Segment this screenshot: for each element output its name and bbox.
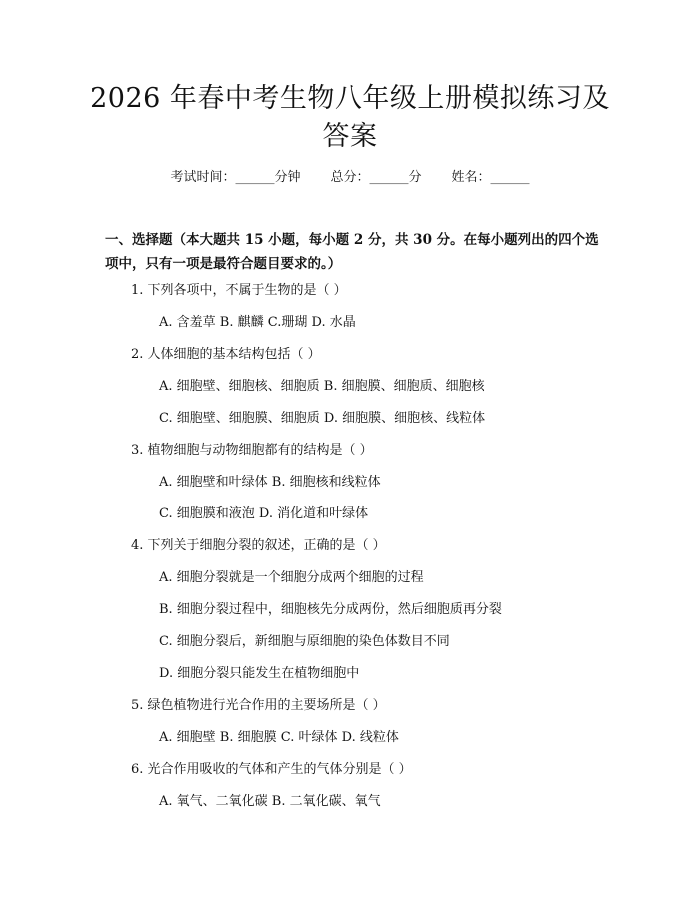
question-options: A. 细胞分裂就是一个细胞分成两个细胞的过程 bbox=[159, 570, 424, 585]
question-stem: 3. 植物细胞与动物细胞都有的结构是（ ） bbox=[131, 443, 373, 458]
total-score-field: 总分：______分 bbox=[330, 170, 422, 185]
question-options: A. 细胞壁、细胞核、细胞质 B. 细胞膜、细胞质、细胞核 bbox=[159, 379, 485, 394]
question-stem: 6. 光合作用吸收的气体和产生的气体分别是（ ） bbox=[131, 762, 412, 777]
exam-info-line bbox=[0, 168, 700, 188]
question-stem: 1. 下列各项中，不属于生物的是（ ） bbox=[131, 283, 347, 298]
question-options: B. 细胞分裂过程中，细胞核先分成两份，然后细胞质再分裂 bbox=[159, 602, 502, 617]
student-name-field: 姓名：______ bbox=[451, 170, 530, 185]
question-stem: 5. 绿色植物进行光合作用的主要场所是（ ） bbox=[131, 698, 386, 713]
question-options: C. 细胞壁、细胞膜、细胞质 D. 细胞膜、细胞核、线粒体 bbox=[159, 411, 486, 426]
question-options: A. 氧气、二氧化碳 B. 二氧化碳、氧气 bbox=[159, 794, 381, 809]
section-heading: 一、选择题（本大题共 15 小题，每小题 2 分，共 30 分。在每小题列出的四个选项中，只有一项是最符合题目要求的。） bbox=[105, 232, 599, 272]
question-options: A. 细胞壁 B. 细胞膜 C. 叶绿体 D. 线粒体 bbox=[159, 730, 399, 745]
question-options: A. 含羞草 B. 麒麟 C.珊瑚 D. 水晶 bbox=[159, 315, 356, 330]
question-stem: 4. 下列关于细胞分裂的叙述，正确的是（ ） bbox=[131, 538, 386, 553]
question-options: C. 细胞分裂后，新细胞与原细胞的染色体数目不同 bbox=[159, 634, 450, 649]
document-title: 2026 年春中考生物八年级上册模拟练习及答案 bbox=[90, 83, 610, 152]
exam-time-field: 考试时间：______分钟 bbox=[170, 170, 301, 185]
question-options: C. 细胞膜和液泡 D. 消化道和叶绿体 bbox=[159, 506, 369, 521]
question-stem: 2. 人体细胞的基本结构包括（ ） bbox=[131, 347, 321, 362]
question-options: A. 细胞壁和叶绿体 B. 细胞核和线粒体 bbox=[159, 475, 381, 490]
question-options: D. 细胞分裂只能发生在植物细胞中 bbox=[159, 666, 360, 681]
